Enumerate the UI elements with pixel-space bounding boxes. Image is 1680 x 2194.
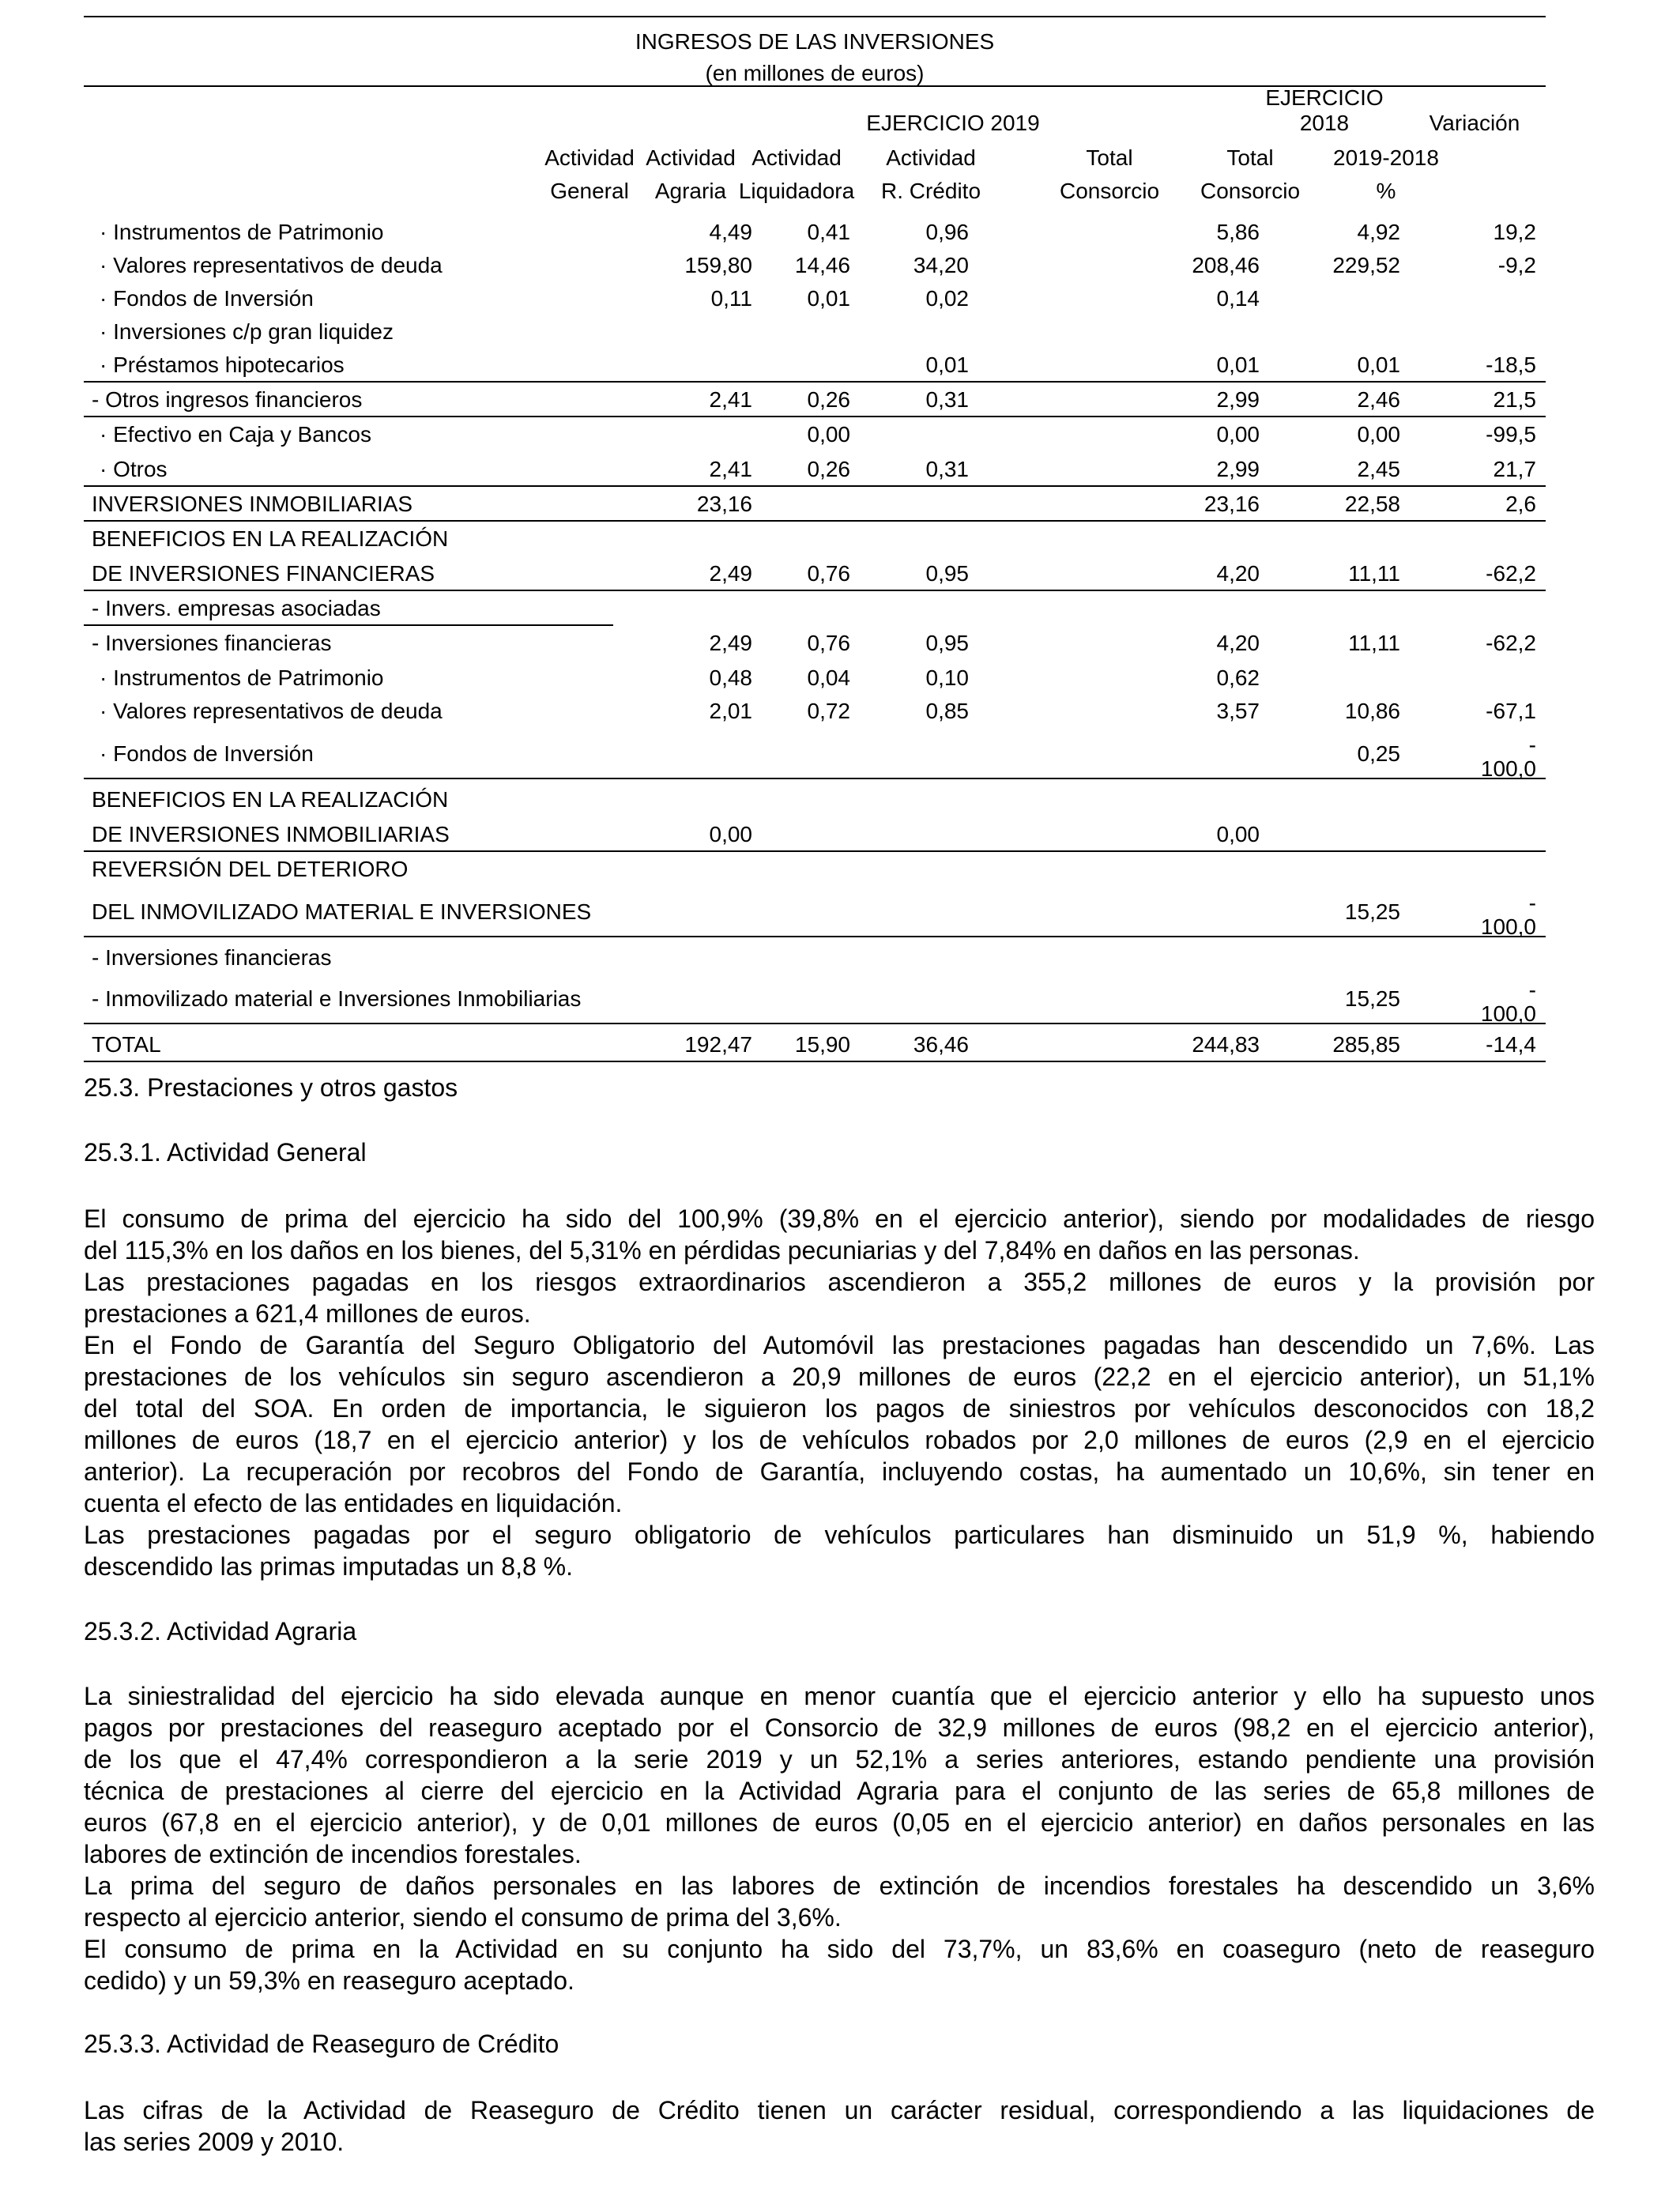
- table-row: [84, 782, 1546, 817]
- table-row: [84, 452, 1546, 487]
- table-row: [84, 556, 1546, 591]
- table-row: [84, 852, 1546, 887]
- row-label: - Inversiones financieras: [92, 631, 332, 655]
- row-cell-5: 2,99: [1216, 387, 1260, 412]
- text-line: El consumo de prima en la Actividad en su conjunto ha sido del 73,7%, un 83,6% en coaseguro (neto de reaseguro: [84, 1935, 1595, 1963]
- row-label: · Préstamos hipotecarios: [100, 352, 345, 377]
- row-cell-2: 0,04: [807, 665, 850, 690]
- row-cell-5: 2,99: [1216, 457, 1260, 481]
- row-cell-1: 0,11: [710, 286, 752, 311]
- row-cell-2: 0,00: [807, 422, 850, 447]
- row-cell-3: 0,02: [925, 286, 969, 311]
- row-cell-5: 5,86: [1216, 220, 1260, 244]
- row-cell-7: -14,4: [1486, 1032, 1536, 1057]
- table-row: [84, 887, 1546, 937]
- table-row: [84, 1027, 1546, 1062]
- row-label: · Valores representativos de deuda: [100, 699, 443, 723]
- row-label: - Inversiones financieras: [92, 945, 332, 970]
- table-row: [84, 974, 1546, 1024]
- table-row: [84, 591, 1546, 626]
- row-cell-5: 0,00: [1216, 822, 1260, 846]
- col-header-top-7: 2019-2018: [1333, 145, 1439, 170]
- row-cell-2: 0,26: [807, 457, 850, 481]
- text-line: millones de euros (18,7 en el ejercicio anterior) y los de vehículos robados por 2,0 millones de euros (2,9 en el ejercicio: [84, 1426, 1595, 1454]
- table-row: [84, 694, 1546, 729]
- row-cell-6: 11,11: [1348, 561, 1400, 586]
- text-line: técnica de prestaciones al cierre del ejercicio en la Actividad Agraria para el conjunto de las series de 65,8 millones de: [84, 1777, 1595, 1805]
- row-cell-7: -18,5: [1486, 352, 1536, 377]
- row-cell-3: 0,01: [925, 352, 969, 377]
- row-cell-2: 0,76: [807, 631, 850, 655]
- section-heading-25-3: 25.3. Prestaciones y otros gastos: [84, 1073, 458, 1102]
- section-heading-25-3-1: 25.3.1. Actividad General: [84, 1138, 367, 1167]
- row-cell-1: 2,41: [709, 387, 752, 412]
- row-label: BENEFICIOS EN LA REALIZACIÓN: [92, 526, 449, 551]
- col-header-bottom-2: Agraria: [654, 179, 727, 203]
- row-cell-6: 0,01: [1357, 352, 1400, 377]
- row-label: DE INVERSIONES FINANCIERAS: [92, 561, 435, 586]
- col-header-top-3: Actividad: [751, 145, 842, 170]
- row-cell-6: 2,46: [1357, 387, 1400, 412]
- variation-sign: -: [1528, 978, 1536, 1002]
- row-cell-2: 0,41: [807, 220, 850, 244]
- table-row: [84, 215, 1546, 250]
- text-line: descendido las primas imputadas un 8,8 %.: [84, 1552, 574, 1581]
- row-label: BENEFICIOS EN LA REALIZACIÓN: [92, 787, 449, 812]
- col-header-bottom-1: General: [550, 179, 629, 203]
- table-row: [84, 281, 1546, 316]
- row-cell-6: 22,58: [1344, 492, 1400, 516]
- col-header-bottom-7: %: [1376, 179, 1396, 203]
- row-cell-3: 0,85: [925, 699, 969, 723]
- table-top-rule: [84, 16, 1546, 17]
- row-cell-3: 0,95: [925, 631, 969, 655]
- text-line: prestaciones de los vehículos sin seguro ascendieron a 20,9 millones de euros (22,2 en el ejercicio anterior), un 51,1%: [84, 1363, 1595, 1391]
- row-cell-6: 10,86: [1344, 699, 1400, 723]
- table-subtitle: (en millones de euros): [705, 61, 925, 85]
- table-row: [84, 348, 1546, 383]
- text-line: del 115,3% en los daños en los bienes, del 5,31% en pérdidas pecuniarias y del 7,84% en daños en las personas.: [84, 1236, 1360, 1265]
- row-cell-7: -62,2: [1486, 631, 1536, 655]
- row-cell-7: [1426, 892, 1536, 939]
- row-cell-5: 0,00: [1216, 422, 1260, 447]
- text-line: prestaciones a 621,4 millones de euros.: [84, 1299, 531, 1328]
- row-cell-1: 23,16: [696, 492, 752, 516]
- row-cell-6: 229,52: [1332, 253, 1400, 277]
- row-cell-7: [1426, 733, 1536, 781]
- paragraph-actividad-agraria: [84, 1680, 1595, 1996]
- row-cell-3: 36,46: [913, 1032, 969, 1057]
- variation-sign: -: [1528, 733, 1536, 757]
- text-line: de los que el 47,4% correspondieron a la serie 2019 y un 52,1% a series anteriores, estando pendiente una provisión: [84, 1745, 1595, 1774]
- row-rule: [84, 1023, 1546, 1024]
- row-cell-5: 244,83: [1192, 1032, 1260, 1057]
- text-line: La prima del seguro de daños personales en las labores de extinción de incendios forestales ha descendido un 3,6%: [84, 1872, 1595, 1900]
- row-label: INVERSIONES INMOBILIARIAS: [92, 492, 413, 516]
- text-line: El consumo de prima del ejercicio ha sido del 100,9% (39,8% en el ejercicio anterior), siendo por modalidades de riesgo: [84, 1204, 1595, 1233]
- row-cell-7: 21,7: [1493, 457, 1536, 481]
- row-cell-6: 0,25: [1357, 741, 1400, 766]
- text-line: La siniestralidad del ejercicio ha sido elevada aunque en menor cuantía que el ejercicio anterior y ello ha supuesto unos: [84, 1682, 1595, 1710]
- table-row: [84, 315, 1546, 349]
- row-label: · Otros: [100, 457, 168, 481]
- row-label: · Fondos de Inversión: [100, 286, 314, 311]
- row-label: - Invers. empresas asociadas: [92, 596, 381, 620]
- variation-value: 100,0: [1480, 914, 1536, 939]
- row-cell-5: 23,16: [1203, 492, 1260, 516]
- paragraph-actividad-general: [84, 1203, 1595, 1582]
- row-label: - Inmovilizado material e Inversiones Inmobiliarias: [92, 986, 582, 1011]
- text-line: En el Fondo de Garantía del Seguro Obligatorio del Automóvil las prestaciones pagadas han descendido un 7,6%. Las: [84, 1331, 1595, 1359]
- row-cell-1: 2,01: [709, 699, 752, 723]
- table-row: [84, 661, 1546, 696]
- col-header-top-1: Actividad: [544, 145, 635, 170]
- row-cell-3: 0,31: [925, 457, 969, 481]
- row-cell-1: 0,48: [709, 665, 752, 690]
- row-cell-5: 3,57: [1216, 699, 1260, 723]
- row-cell-3: 34,20: [913, 253, 969, 277]
- row-cell-1: 2,49: [709, 561, 752, 586]
- col-header-top-5: Total: [1086, 145, 1133, 170]
- row-cell-7: 2,6: [1505, 492, 1536, 516]
- variation-value: 100,0: [1480, 1001, 1536, 1026]
- text-line: Las cifras de la Actividad de Reaseguro de Crédito tienen un carácter residual, correspondiendo a las liquidaciones de: [84, 2096, 1595, 2124]
- table-row: [84, 626, 1546, 661]
- table-row: [84, 487, 1546, 522]
- table-row: [84, 248, 1546, 283]
- text-line: cuenta el efecto de las entidades en liquidación.: [84, 1489, 623, 1517]
- col-header-bottom-6: Consorcio: [1200, 179, 1301, 203]
- table-row: [84, 729, 1546, 779]
- row-cell-3: 0,96: [925, 220, 969, 244]
- row-cell-7: -99,5: [1486, 422, 1536, 447]
- paragraph-reaseguro-credito: [84, 2094, 1595, 2158]
- row-cell-5: 4,20: [1216, 561, 1260, 586]
- col-header-top-6: Total: [1226, 145, 1274, 170]
- variation-sign: -: [1528, 891, 1536, 915]
- col-header-bottom-5: Consorcio: [1059, 179, 1160, 203]
- text-line: cedido) y un 59,3% en reaseguro aceptado.: [84, 1966, 574, 1995]
- text-line: euros (67,8 en el ejercicio anterior), y de 0,01 millones de euros (0,05 en el ejercicio anterior) en daños personales en las: [84, 1808, 1595, 1837]
- col-header-top-2: Actividad: [646, 145, 736, 170]
- row-cell-6: 2,45: [1357, 457, 1400, 481]
- row-cell-5: 0,01: [1216, 352, 1260, 377]
- table-title: INGRESOS DE LAS INVERSIONES: [635, 29, 995, 54]
- text-line: pagos por prestaciones del reaseguro aceptado por el Consorcio de 32,9 millones de euros (98,2 en el ejercicio anterior),: [84, 1713, 1595, 1742]
- table-row: [84, 522, 1546, 556]
- row-cell-6: 11,11: [1348, 631, 1400, 655]
- row-label: · Instrumentos de Patrimonio: [100, 220, 384, 244]
- row-cell-5: 0,14: [1216, 286, 1260, 311]
- row-cell-5: 0,62: [1216, 665, 1260, 690]
- row-cell-6: 285,85: [1332, 1032, 1400, 1057]
- text-line: Las prestaciones pagadas por el seguro obligatorio de vehículos particulares han disminuido un 51,9 %, habiendo: [84, 1521, 1595, 1549]
- row-cell-2: 0,76: [807, 561, 850, 586]
- row-label: · Valores representativos de deuda: [100, 253, 443, 277]
- row-cell-2: 15,90: [794, 1032, 850, 1057]
- text-line: anterior). La recuperación por recobros del Fondo de Garantía, incluyendo costas, ha aumentado un 10,6%, sin tener en: [84, 1457, 1595, 1486]
- row-cell-7: 19,2: [1493, 220, 1536, 244]
- header-group-2018-line2: 2018: [1299, 111, 1350, 135]
- row-rule: [84, 778, 1546, 779]
- text-line: Las prestaciones pagadas en los riesgos extraordinarios ascendieron a 355,2 millones de euros y la provisión por: [84, 1268, 1595, 1296]
- table-row: [84, 817, 1546, 852]
- text-line: labores de extinción de incendios forestales.: [84, 1840, 582, 1868]
- row-label: · Inversiones c/p gran liquidez: [100, 319, 394, 344]
- section-heading-25-3-2: 25.3.2. Actividad Agraria: [84, 1617, 357, 1646]
- row-rule: [84, 936, 1546, 937]
- col-header-top-4: Actividad: [886, 145, 976, 170]
- row-cell-3: 0,95: [925, 561, 969, 586]
- table-row: [84, 417, 1546, 452]
- row-label: - Otros ingresos financieros: [92, 387, 363, 412]
- row-cell-1: 2,49: [709, 631, 752, 655]
- row-label: TOTAL: [92, 1032, 161, 1057]
- col-header-bottom-4: R. Crédito: [880, 179, 981, 203]
- row-cell-3: 0,31: [925, 387, 969, 412]
- row-label: DEL INMOVILIZADO MATERIAL E INVERSIONES: [92, 899, 592, 924]
- row-cell-1: 4,49: [709, 220, 752, 244]
- table-row: [84, 941, 1546, 975]
- header-group-2018-line1: EJERCICIO: [1265, 85, 1384, 110]
- variation-value: 100,0: [1480, 756, 1536, 781]
- row-cell-6: 0,00: [1357, 422, 1400, 447]
- row-label: · Fondos de Inversión: [100, 741, 314, 766]
- row-cell-5: 4,20: [1216, 631, 1260, 655]
- row-cell-7: -62,2: [1486, 561, 1536, 586]
- row-cell-2: 0,72: [807, 699, 850, 723]
- row-cell-7: -67,1: [1486, 699, 1536, 723]
- row-cell-1: 192,47: [684, 1032, 752, 1057]
- text-line: las series 2009 y 2010.: [84, 2128, 345, 2156]
- row-cell-7: 21,5: [1493, 387, 1536, 412]
- row-label: DE INVERSIONES INMOBILIARIAS: [92, 822, 450, 846]
- row-cell-5: 208,46: [1192, 253, 1260, 277]
- section-heading-25-3-3: 25.3.3. Actividad de Reaseguro de Crédito: [84, 2030, 559, 2058]
- row-cell-1: 0,00: [709, 822, 752, 846]
- row-label: · Instrumentos de Patrimonio: [100, 665, 384, 690]
- header-group-2019: EJERCICIO 2019: [866, 111, 1040, 135]
- row-cell-3: 0,10: [925, 665, 969, 690]
- row-cell-7: [1426, 978, 1536, 1026]
- col-header-bottom-3: Liquidadora: [738, 179, 855, 203]
- row-cell-7: -9,2: [1497, 253, 1536, 277]
- row-cell-2: 0,01: [807, 286, 850, 311]
- text-line: respecto al ejercicio anterior, siendo el consumo de prima del 3,6%.: [84, 1903, 842, 1932]
- table-row: [84, 383, 1546, 417]
- row-label: REVERSIÓN DEL DETERIORO: [92, 857, 409, 881]
- row-cell-6: 15,25: [1344, 899, 1400, 924]
- row-rule: [84, 1061, 1546, 1062]
- row-cell-1: 159,80: [684, 253, 752, 277]
- row-cell-1: 2,41: [709, 457, 752, 481]
- row-cell-2: 14,46: [794, 253, 850, 277]
- header-variation: Variación: [1429, 111, 1520, 135]
- text-line: del total del SOA. En orden de importancia, le siguieron los pagos de siniestros por vehículos desconocidos con 18,2: [84, 1394, 1595, 1423]
- row-cell-2: 0,26: [807, 387, 850, 412]
- row-label: · Efectivo en Caja y Bancos: [100, 422, 371, 447]
- row-cell-6: 4,92: [1357, 220, 1400, 244]
- row-cell-6: 15,25: [1344, 986, 1400, 1011]
